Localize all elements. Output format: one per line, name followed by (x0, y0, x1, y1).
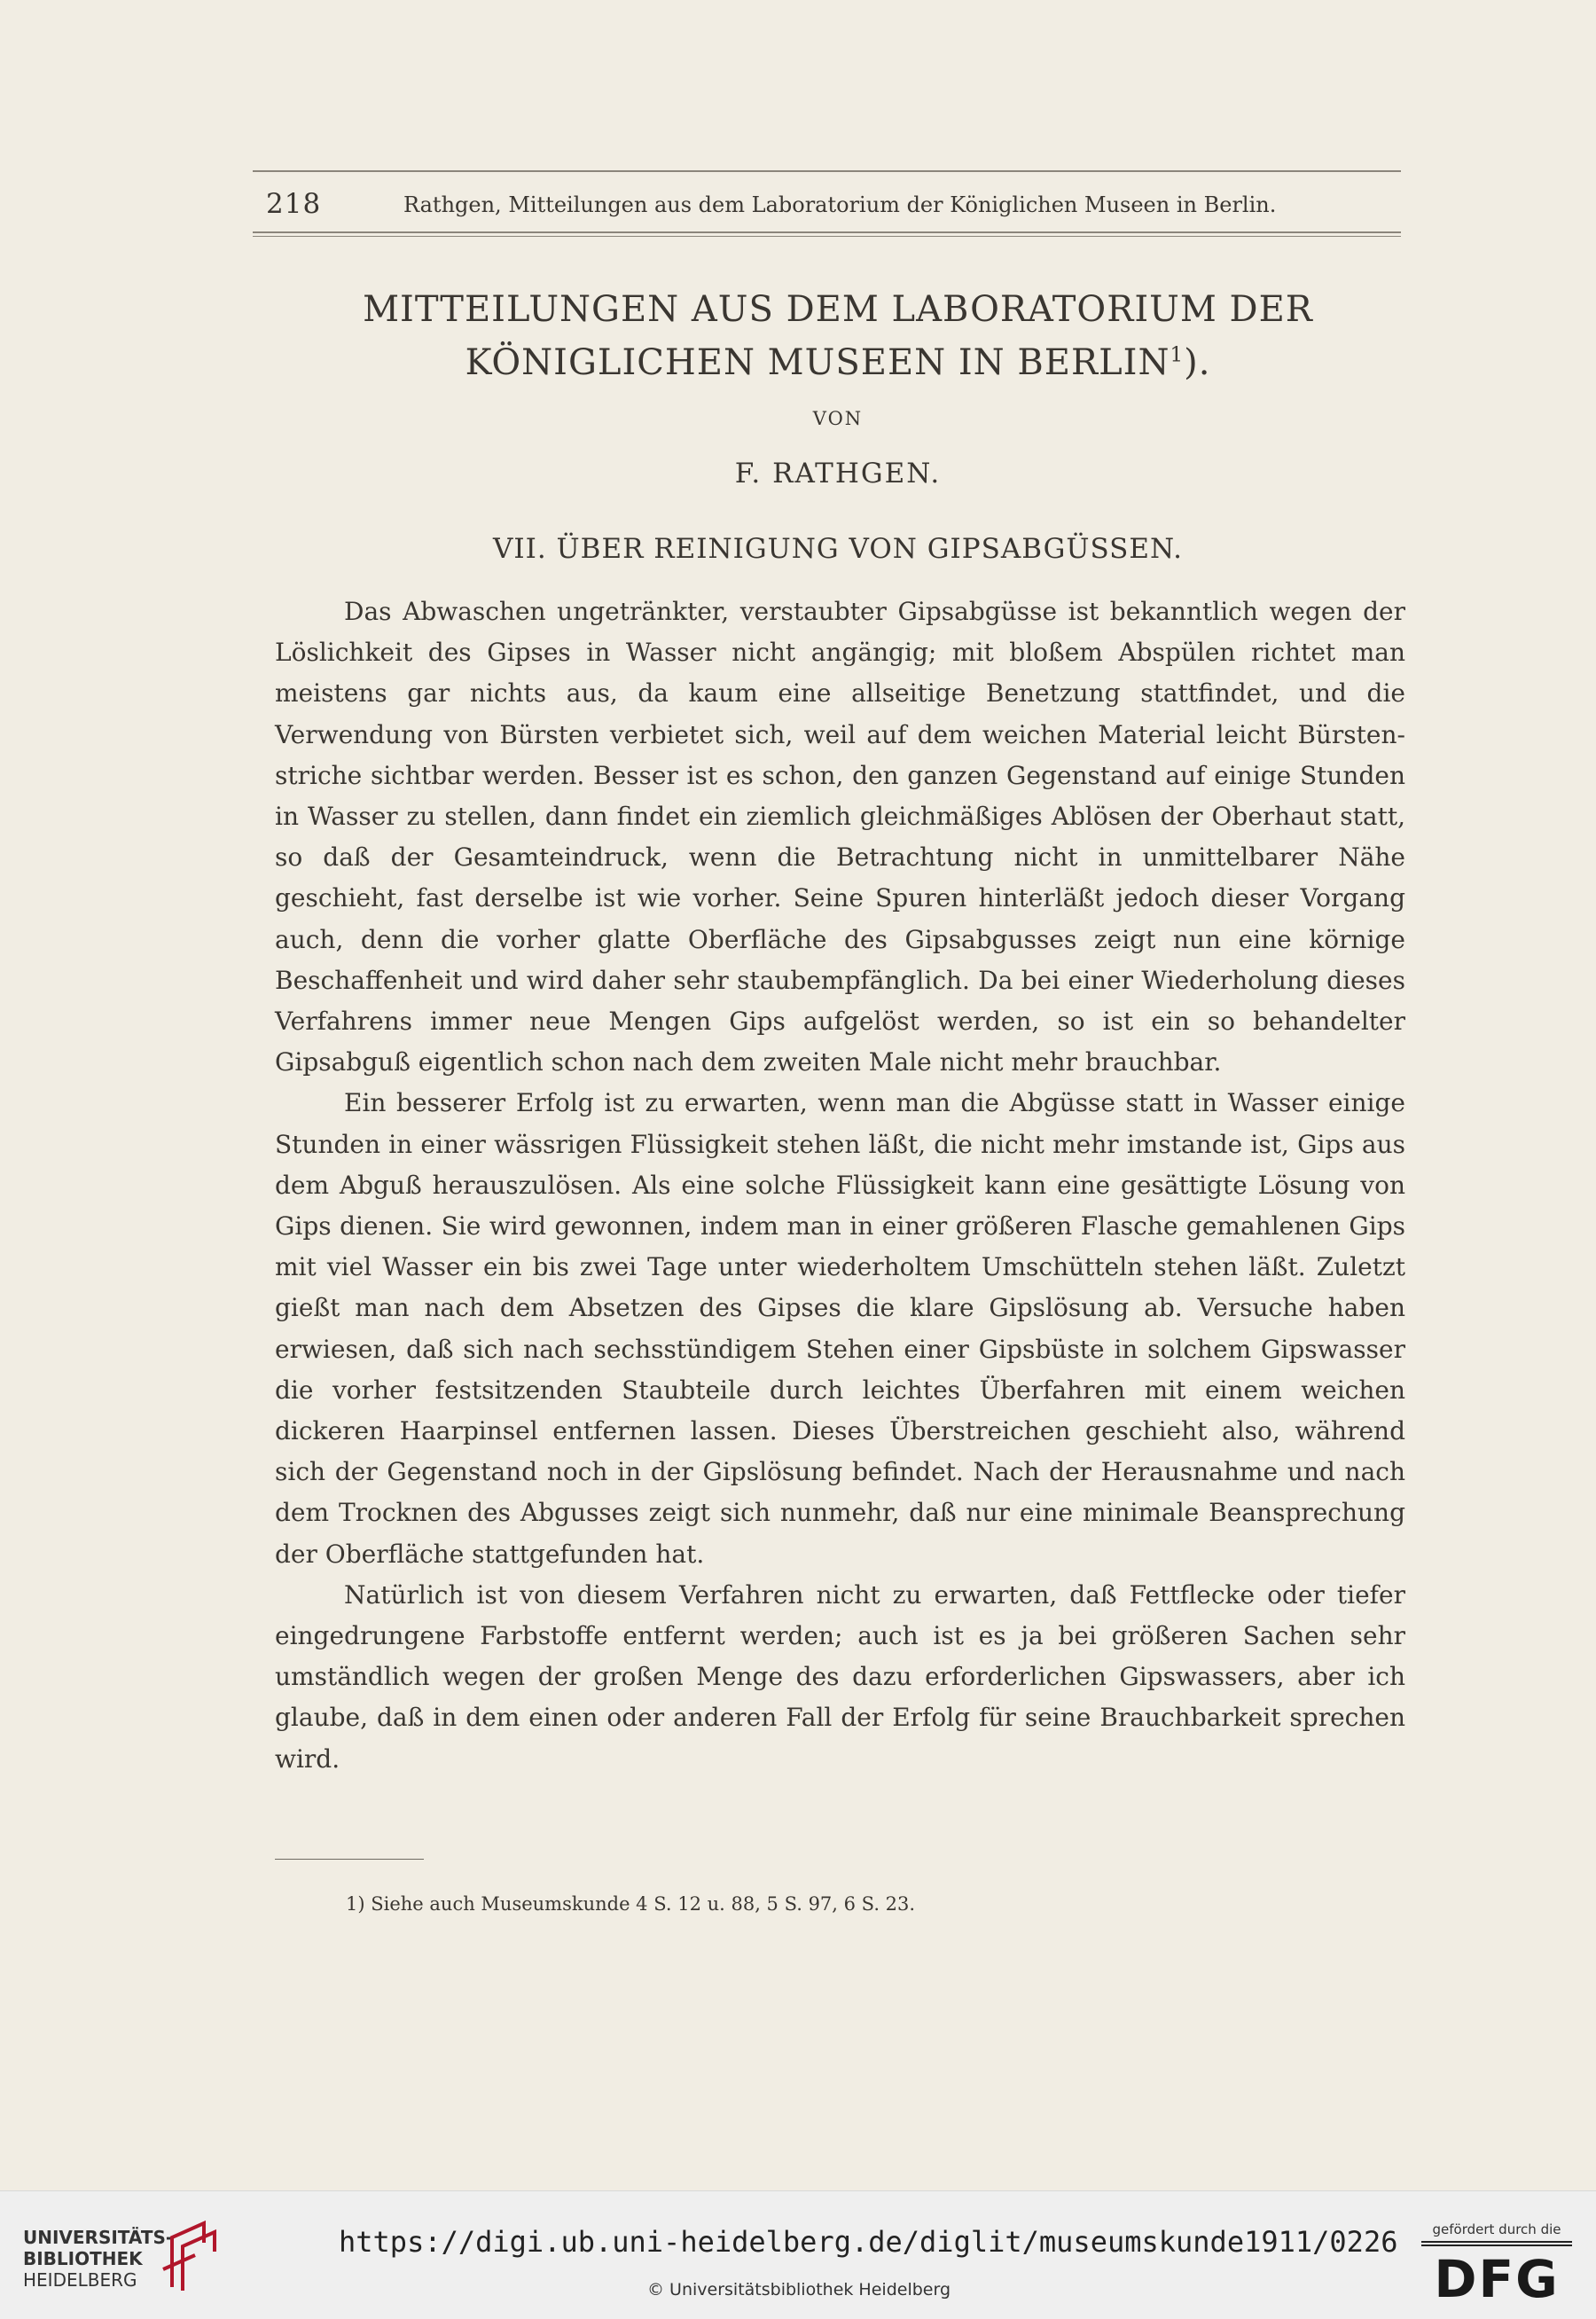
copyright-notice: © Universitätsbibliothek Heidelberg (647, 2280, 951, 2299)
permalink-url[interactable]: https://digi.ub.uni-heidelberg.de/diglit/museumskunde1911/0226 (339, 2225, 1398, 2259)
library-logo[interactable] (23, 2227, 173, 2291)
dfg-logo[interactable]: DFG (1434, 2249, 1560, 2309)
dfg-bar-top-2 (1421, 2245, 1572, 2246)
footnote (346, 1893, 915, 1915)
library-logo-line-2: BIBLIOTHEK (23, 2248, 143, 2269)
paragraph: Natürlich ist von diesem Verfahren nicht zu erwarten, daß Fettflecke oder tiefer eingedrungene Farbstoffe entfernt werden; auch ist es ja bei größeren Sachen sehr umständlich wegen der großen Menge des dazu erforderlichen Gipswassers, aber ich glaube, daß in dem einen oder anderen Fall der Erfolg für seine Brauchbarkeit sprechen wird. (275, 1579, 1405, 1774)
title-footnote-mark: 1 (1170, 343, 1185, 367)
library-logo-line-3: HEIDELBERG (23, 2269, 137, 2291)
paragraph: Das Abwaschen ungetränkter, verstaubter Gipsabgüsse ist bekanntlich wegen der Löslichkeit des Gipses in Wasser nicht angängig; mit bloßem Abspülen richtet man meistens gar nichts aus, da kaum eine allseitige Benetzung stattfindet, und die Verwendung von Bürsten verbietet sich, weil auf dem weichen Material leicht Bürstenstriche sichtbar werden. Besser ist es schon, den ganzen Gegenstand auf einige Stunden in Wasser zu stellen, dann findet ein ziemlich gleichmäßiges Ablösen der Oberhaut statt, so daß der Gesamteindruck, wenn die Betrachtung nicht in unmittelbarer Nähe geschieht, fast derselbe ist wie vorher. Seine Spuren hinterläßt jedoch dieser Vorgang auch, denn die vorher glatte Oberfläche des Gipsabgusses zeigt nun eine körnige Beschaffenheit und wird daher sehr staubempfänglich. Da bei einer Wiederholung dieses Verfahrens immer neue Mengen Gips aufgelöst werden, so ist ein so behandelter Gipsabguß eigentlich schon nach dem zweiten Male nicht mehr brauchbar. (275, 597, 1405, 1077)
footnote-rule (275, 1859, 424, 1860)
library-logo-line-1: UNIVERSITÄTS- (23, 2227, 174, 2248)
article-title-line-2-text: KÖNIGLICHEN MUSEEN IN BERLIN (465, 342, 1170, 383)
library-mark-icon (160, 2216, 225, 2292)
footnote-text: Siehe auch Museumskunde 4 S. 12 u. 88, 5 S. 97, 6 S. 23. (371, 1893, 916, 1915)
article-title-line-2 (266, 342, 1410, 383)
section-title: VII. ÜBER REINIGUNG VON GIPSABGÜSSEN. (492, 533, 1184, 565)
header-rule-top (253, 170, 1401, 172)
page-number: 218 (266, 188, 322, 220)
header-rule-bottom (253, 231, 1401, 233)
funded-by-label: gefördert durch die (1432, 2221, 1561, 2237)
byline-von: VON (812, 408, 864, 429)
article-title-line-1: MITTEILUNGEN AUS DEM LABORATORIUM DER (363, 289, 1313, 330)
body-text (275, 592, 1405, 1780)
title-footnote-close: ). (1184, 342, 1211, 383)
footnote-mark: 1) (346, 1893, 365, 1915)
running-head: Rathgen, Mitteilungen aus dem Laboratorium der Königlichen Museen in Berlin. (403, 192, 1277, 217)
paragraph: Ein besserer Erfolg ist zu erwarten, wenn man die Abgüsse statt in Wasser einige Stunden in einer wässrigen Flüssigkeit stehen läßt, die nicht mehr imstande ist, Gips aus dem Abguß herauszulösen. Als eine solche Flüssigkeit kann eine gesättigte Lösung von Gips dienen. Sie wird gewonnen, indem man in einer größeren Flasche gemahlenen Gips mit viel Wasser ein bis zwei Tage unter wiederholtem Umschütteln stehen läßt. Zuletzt gießt man nach dem Absetzen des Gipses die klare Gipslösung ab. Versuche haben erwiesen, daß sich nach sechsstündigem Stehen einer Gipsbüste in solchem Gipswasser die vorher festsitzenden Staubteile durch leichtes Überfahren mit einem weichen dickeren Haarpinsel entfernen lassen. Dieses Überstreichen geschieht also, während sich der Gegenstand noch in der Gipslösung befindet. Nach der Herausnahme und nach dem Trocknen des Abgusses zeigt sich nunmehr, daß nur eine minimale Beansprechung der Oberfläche stattgefunden hat. (275, 1088, 1405, 1569)
dfg-bar-top (1421, 2241, 1572, 2243)
footer-bar (0, 2190, 1596, 2319)
author-name: F. RATHGEN. (734, 458, 942, 490)
header-rule-bottom-thin (253, 236, 1401, 237)
